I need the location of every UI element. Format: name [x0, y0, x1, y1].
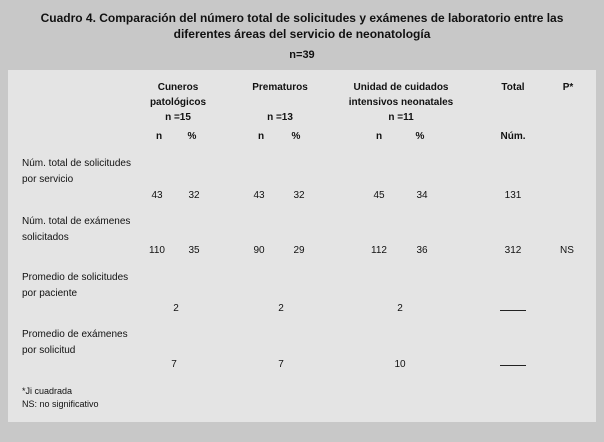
caption-line-2: diferentes áreas del servicio de neonatología — [173, 27, 431, 41]
cell-r1-cun-pct: 32 — [188, 190, 200, 201]
header-cuneros-line2: patológicos — [149, 97, 207, 108]
subheader-total: Núm. — [500, 131, 526, 142]
cell-r2-p: NS — [560, 245, 574, 256]
row-label-promedio-solicitudes: Promedio de solicitudes por paciente — [22, 272, 129, 299]
header-prematuros-spacer — [240, 95, 320, 110]
cell-r4-total-dash — [500, 365, 526, 366]
header-ucin-line2: intensivos neonatales — [348, 97, 454, 108]
subheader-cun-pct: % — [187, 131, 197, 142]
cell-r2-uci-pct: 36 — [416, 245, 428, 256]
cell-r3-pre: 2 — [278, 303, 284, 314]
cell-r1-uci-n: 45 — [373, 190, 385, 201]
header-cuneros — [138, 80, 218, 125]
cell-r2-pre-pct: 29 — [293, 245, 305, 256]
cell-r3-uci: 2 — [397, 303, 403, 314]
table-caption — [0, 10, 604, 42]
subheader-uci-pct: % — [415, 131, 425, 142]
header-prematuros — [240, 80, 320, 125]
footnote-ns: NS: no significativo — [22, 399, 99, 409]
data-table — [8, 70, 596, 422]
row-label-examenes: Núm. total de exámenes solicitados — [22, 216, 131, 243]
cell-r1-pre-n: 43 — [253, 190, 265, 201]
subheader-uci-n: n — [375, 131, 383, 142]
sample-size: n=39 — [289, 49, 315, 61]
header-ucin-n: n =11 — [388, 112, 414, 123]
cell-r1-uci-pct: 34 — [416, 190, 428, 201]
cell-r2-cun-n: 110 — [149, 245, 165, 256]
cell-r2-cun-pct: 35 — [188, 245, 200, 256]
header-prematuros-line1: Prematuros — [252, 82, 308, 93]
cell-r1-pre-pct: 32 — [293, 190, 305, 201]
subheader-pre-n: n — [257, 131, 265, 142]
row-label-promedio-examenes: Promedio de exámenes por solicitud — [22, 329, 128, 356]
header-cuneros-line1: Cuneros — [157, 82, 199, 93]
footnote-ji-cuadrada: *Ji cuadrada — [22, 386, 73, 396]
cell-r4-uci: 10 — [394, 359, 406, 370]
header-p: P* — [562, 82, 574, 93]
header-ucin — [334, 80, 468, 125]
cell-r2-uci-n: 112 — [371, 245, 387, 256]
header-prematuros-n: n =13 — [267, 112, 293, 123]
cell-r2-pre-n: 90 — [253, 245, 265, 256]
header-ucin-line1: Unidad de cuidados — [353, 82, 449, 93]
header-cuneros-n: n =15 — [165, 112, 191, 123]
cell-r4-cun: 7 — [171, 359, 177, 370]
cell-r1-cun-n: 43 — [151, 190, 163, 201]
subheader-cun-n: n — [155, 131, 163, 142]
row-label-solicitudes: Núm. total de solicitudes por servicio — [22, 158, 131, 185]
cell-r2-total: 312 — [504, 245, 522, 256]
caption-line-1: Cuadro 4. Comparación del número total de solicitudes y exámenes de laboratorio entre las — [40, 11, 564, 25]
cell-r3-cun: 2 — [173, 303, 179, 314]
header-total: Total — [501, 82, 525, 93]
cell-r4-pre: 7 — [278, 359, 284, 370]
subheader-pre-pct: % — [291, 131, 301, 142]
cell-r3-total-dash — [500, 310, 526, 311]
cell-r1-total: 131 — [504, 190, 522, 201]
